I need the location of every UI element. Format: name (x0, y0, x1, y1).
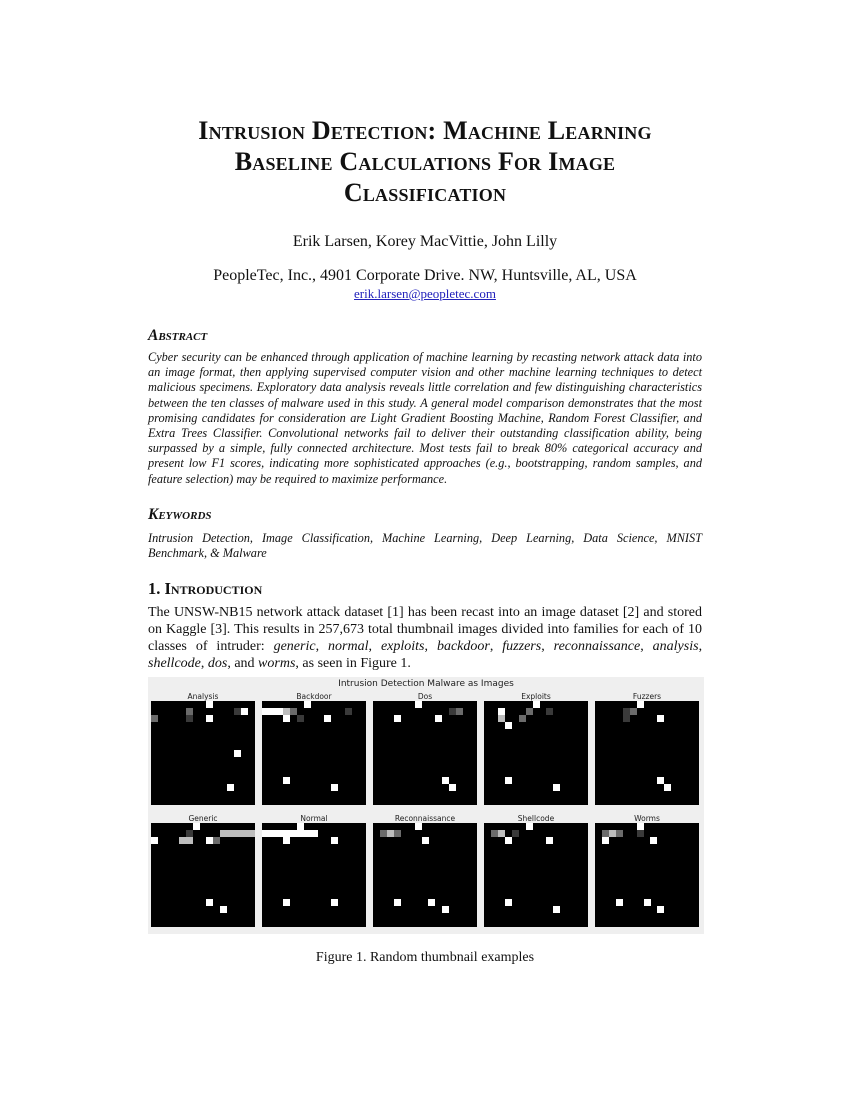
thumbnail-pixel (220, 830, 227, 837)
thumbnail-exploits (484, 701, 588, 805)
keywords-text: Intrusion Detection, Image Classification, Machine Learning, Deep Learning, Data Science, MNIST Benchmark, & Malware (148, 531, 702, 561)
class-worms: worms (258, 656, 296, 671)
thumbnail-pixel (387, 830, 394, 837)
author-email-link[interactable]: erik.larsen@peopletec.com (354, 286, 496, 301)
thumbnail-analysis (151, 701, 255, 805)
thumbnail-dos (373, 701, 477, 805)
panel-label-backdoor: Backdoor (296, 692, 332, 701)
thumbnail-pixel (206, 701, 213, 708)
thumbnail-pixel (505, 722, 512, 729)
affiliation: PeopleTec, Inc., 4901 Corporate Drive. NW, Huntsville, AL, USA (213, 267, 637, 284)
thumbnail-pixel (290, 830, 297, 837)
thumbnail-pixel (276, 830, 283, 837)
thumbnail-pixel (491, 830, 498, 837)
thumbnail-pixel (415, 823, 422, 830)
thumbnail-pixel (657, 906, 664, 913)
abstract-heading: Abstract (148, 327, 208, 344)
thumbnail-pixel (241, 830, 248, 837)
thumbnail-pixel (324, 715, 331, 722)
thumbnail-pixel (644, 899, 651, 906)
thumbnail-pixel (623, 708, 630, 715)
thumbnail-reconnaissance (373, 823, 477, 927)
thumbnail-pixel (394, 830, 401, 837)
thumbnail-pixel (498, 708, 505, 715)
thumbnail-pixel (498, 715, 505, 722)
thumbnail-pixel (609, 830, 616, 837)
class-exploits: exploits (380, 639, 425, 654)
thumbnail-pixel (220, 906, 227, 913)
thumbnail-pixel (664, 784, 671, 791)
thumbnail-pixel (657, 777, 664, 784)
panel-label-fuzzers: Fuzzers (632, 692, 662, 701)
thumbnail-pixel (186, 708, 193, 715)
class-analysis: analysis (652, 639, 699, 654)
panel-label-worms: Worms (634, 814, 660, 823)
thumbnail-pixel (283, 899, 290, 906)
thumbnail-pixel (657, 715, 664, 722)
title-line-3: Classification (343, 178, 507, 207)
thumbnail-pixel (227, 784, 234, 791)
thumbnail-pixel (623, 715, 630, 722)
thumbnail-pixel (435, 715, 442, 722)
thumbnail-shellcode (484, 823, 588, 927)
thumbnail-pixel (241, 708, 248, 715)
thumbnail-pixel (526, 823, 533, 830)
thumbnail-pixel (616, 830, 623, 837)
thumbnail-pixel (297, 715, 304, 722)
class-dos: dos (207, 656, 228, 671)
panel-label-shellcode: Shellcode (517, 814, 555, 823)
thumbnail-pixel (380, 830, 387, 837)
thumbnail-pixel (206, 899, 213, 906)
thumbnail-pixel (553, 784, 560, 791)
thumbnail-pixel (394, 899, 401, 906)
panel-label-analysis: Analysis (187, 692, 219, 701)
thumbnail-fuzzers (595, 701, 699, 805)
thumbnail-pixel (442, 906, 449, 913)
thumbnail-normal (262, 823, 366, 927)
thumbnail-pixel (283, 837, 290, 844)
panel-label-reconnaissance: Reconnaissance (394, 814, 456, 823)
figure-caption: Figure 1. Random thumbnail examples (315, 950, 535, 965)
thumbnail-pixel (519, 715, 526, 722)
thumbnail-pixel (456, 708, 463, 715)
thumbnail-pixel (304, 701, 311, 708)
thumbnail-pixel (304, 830, 311, 837)
thumbnail-pixel (276, 708, 283, 715)
panel-label-normal: Normal (300, 814, 328, 823)
panel-label-generic: Generic (188, 814, 218, 823)
thumbnail-pixel (193, 823, 200, 830)
panel-label-exploits: Exploits (521, 692, 551, 701)
class-generic: generic (273, 639, 316, 654)
thumbnail-pixel (151, 837, 158, 844)
thumbnail-pixel (290, 708, 297, 715)
thumbnail-pixel (234, 830, 241, 837)
keywords-heading: Keywords (148, 506, 212, 523)
thumbnail-pixel (331, 784, 338, 791)
thumbnail-backdoor (262, 701, 366, 805)
thumbnail-pixel (505, 837, 512, 844)
class-backdoor: backdoor (436, 639, 490, 654)
figure-1-thumbnail-grid (148, 677, 704, 934)
thumbnail-pixel (526, 708, 533, 715)
thumbnail-pixel (505, 777, 512, 784)
thumbnail-pixel (311, 830, 318, 837)
thumbnail-pixel (213, 837, 220, 844)
introduction-heading: 1. Introduction (148, 579, 263, 598)
thumbnail-pixel (422, 837, 429, 844)
thumbnail-pixel (345, 708, 352, 715)
author-list: Erik Larsen, Korey MacVittie, John Lilly (292, 233, 558, 250)
thumbnail-pixel (428, 899, 435, 906)
title-line-1: Intrusion Detection: Machine Learning (198, 116, 652, 145)
thumbnail-pixel (234, 750, 241, 757)
abstract-text: Cyber security can be enhanced through application of machine learning by recasting network attack data into an image format, then applying supervised computer vision and other machine learning techniques to detect malicious specimens. Exploratory data analysis reveals little correlation and few distinguishing characteristics between the ten classes of malware used in this study. A general model comparison demonstrates that the most promising candidates for consideration are Light Gradient Boosting Machine, Random Forest Classifier, and Extra Trees Classifier. Convolutional networks fail to deliver their outstanding classification ability, being surpassed by a simple, fully connected architecture. Most tests fail to break 80% categorical accuracy and present low F1 scores, indicating more sophisticated approaches (e.g., bootstrapping, random samples, and feature selection) may be required to maximize performance. (148, 350, 702, 486)
thumbnail-pixel (616, 899, 623, 906)
thumbnail-pixel (248, 830, 255, 837)
thumbnail-worms (595, 823, 699, 927)
paper-title (100, 115, 750, 208)
thumbnail-pixel (206, 715, 213, 722)
thumbnail-pixel (206, 837, 213, 844)
thumbnail-pixel (331, 899, 338, 906)
class-fuzzers: fuzzers (502, 639, 542, 654)
thumbnail-pixel (602, 830, 609, 837)
thumbnail-pixel (415, 701, 422, 708)
thumbnail-pixel (297, 830, 304, 837)
thumbnail-pixel (269, 830, 276, 837)
class-normal: normal (328, 639, 369, 654)
thumbnail-pixel (186, 830, 193, 837)
thumbnail-pixel (546, 837, 553, 844)
thumbnail-pixel (505, 899, 512, 906)
title-line-2: Baseline Calculations For Image (234, 147, 616, 176)
thumbnail-pixel (234, 708, 241, 715)
thumbnail-pixel (331, 837, 338, 844)
thumbnail-pixel (186, 715, 193, 722)
thumbnail-pixel (637, 701, 644, 708)
figure-title: Intrusion Detection Malware as Images (338, 679, 514, 689)
class-reconnaissance: reconnaissance (553, 639, 641, 654)
thumbnail-pixel (533, 701, 540, 708)
thumbnail-pixel (269, 708, 276, 715)
thumbnail-pixel (512, 830, 519, 837)
thumbnail-pixel (498, 830, 505, 837)
intro-text-after: , as seen in Figure 1. (295, 656, 411, 671)
panel-label-dos: Dos (417, 692, 433, 701)
thumbnail-pixel (179, 837, 186, 844)
introduction-paragraph: The UNSW-NB15 network attack dataset [1] has been recast into an image dataset [2] and stored on Kaggle [3]. This results in 257,673 total thumbnail images divided into families for each of 10 classes of intruder: generic, normal, exploits, backdoor, fuzzers, reconnaissance, analysis, shellcode, dos, and worms, as seen in Figure 1. (148, 605, 703, 671)
thumbnail-pixel (394, 715, 401, 722)
intro-text-before: The UNSW-NB15 network attack dataset [1] has been recast into an image dataset [2] and stored on Kaggle [3]. This results in 257,673 total thumbnail images divided into families for each of 10 classes of intruder: (148, 605, 702, 654)
thumbnail-pixel (546, 708, 553, 715)
thumbnail-generic (151, 823, 255, 927)
thumbnail-pixel (151, 715, 158, 722)
class-shellcode: shellcode (148, 656, 201, 671)
thumbnail-pixel (449, 784, 456, 791)
thumbnail-pixel (283, 777, 290, 784)
thumbnail-pixel (637, 830, 644, 837)
thumbnail-pixel (630, 708, 637, 715)
thumbnail-pixel (602, 837, 609, 844)
thumbnail-pixel (186, 837, 193, 844)
thumbnail-pixel (442, 777, 449, 784)
thumbnail-pixel (553, 906, 560, 913)
thumbnail-pixel (650, 837, 657, 844)
thumbnail-pixel (283, 715, 290, 722)
